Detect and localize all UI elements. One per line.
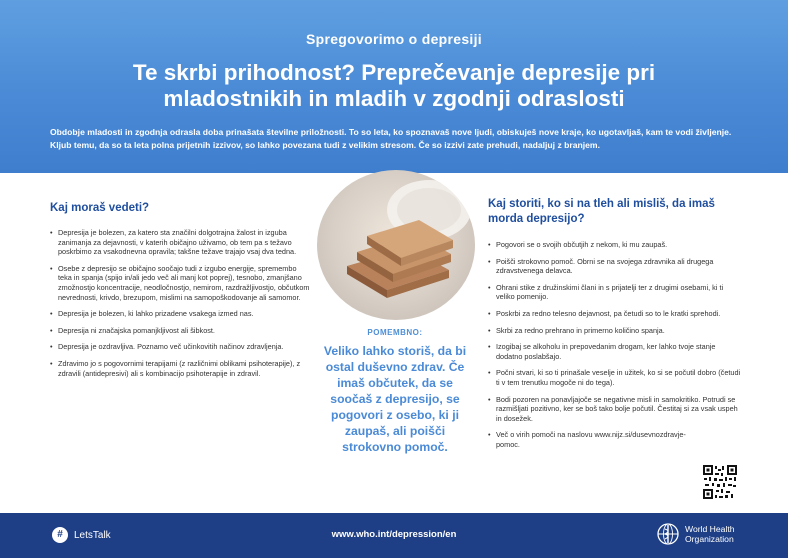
intro-text: Obdobje mladosti in zgodnja odrasla doba prinašata številne priložnosti. To so leta, ko spoznavaš nove ljudi, obiskuješ nove kraje, ko ugotavljaš, kam te vodi življenje. Kljub temu, da so ta leta polna prijetnih izzivov, so lahko povezana tudi z velikim stresom. Če so izzivi zate prehudi, nadaljuj z branjem.	[50, 127, 732, 150]
header-banner	[0, 0, 788, 173]
what-to-do-heading: Kaj storiti, ko si na tleh ali misliš, da imaš morda depresijo?	[488, 198, 715, 225]
books-photo	[317, 170, 475, 320]
list-item: • Depresija je bolezen, za katero sta značilni dolgotrajna žalost in izguba zanimanja za dejavnosti, v katerih običajno uživamo, ob tem pa s težavo poskrbimo za vsakodnevna opravila; takšne težave trajajo vsaj dva tedna.	[50, 228, 312, 257]
list-item: • Bodi pozoren na ponavljajoče se negativne misli in samokritiko. Potrudi se razmišljati pozitivno, ker se boš tako bolje počutil. Čestitaj si za vsak uspeh in dosežek.	[488, 395, 743, 424]
hashtag-icon: #	[52, 527, 68, 543]
list-item: • Počni stvari, ki so ti prinašale veselje in užitek, ko si se počutil dobro (četudi ti v tem trenutku mogoče ni do tega).	[488, 368, 743, 387]
title-line-2: mladostnikih in mladih v zgodnji odraslosti	[163, 86, 625, 111]
important-label: POMEMBNO:	[367, 328, 423, 337]
qr-code-icon	[703, 465, 737, 499]
list-item: • Depresija ni značajska pomanjkljivost ali šibkost.	[50, 326, 312, 336]
who-name	[685, 524, 735, 544]
what-to-do-section	[488, 197, 743, 457]
list-item: • Pogovori se o svojih občutjih z nekom, ki mu zaupaš.	[488, 240, 743, 250]
important-callout	[320, 328, 470, 455]
list-item: • Skrbi za redno prehrano in primerno količino spanja.	[488, 326, 743, 336]
list-item: • Zdravimo jo s pogovornimi terapijami (z različnimi oblikami psihoterapije), z zdravili (antidepresivi) ali s kombinacijo psihoterapije in zdravil.	[50, 359, 312, 378]
books-illustration	[317, 170, 475, 320]
who-url-link[interactable]: www.who.int/depression/en	[331, 529, 457, 540]
list-item: • Izogibaj se alkoholu in prepovedanim drogam, ker lahko tvoje stanje dodatno poslabšajo.	[488, 342, 743, 361]
who-emblem-icon	[656, 522, 680, 546]
lets-talk-label: LetsTalk	[74, 529, 111, 541]
page-title	[40, 60, 748, 112]
what-to-know-heading: Kaj moraš vedeti?	[50, 202, 150, 214]
who-name-line-2: Organization	[685, 534, 734, 544]
list-item: • Poišči strokovno pomoč. Obrni se na svojega zdravnika ali drugega zdravstvenega delavca.	[488, 257, 743, 276]
list-item: • Osebe z depresijo se običajno soočajo tudi z izgubo energije, spremembo teka in spanja (spijo in/ali jedo več ali manj kot poprej), tesnobo, zmanjšano zmožnostjo koncentracije, neodločnostjo, nemirom, razdražljivostjo, občutkom nevrednosti, krivdo, brezupom, mislimi na samopoškodovanje ali samomor.	[50, 264, 312, 302]
what-to-know-list	[50, 228, 312, 378]
footer-bar	[0, 513, 788, 558]
title-line-1: Te skrbi prihodnost? Preprečevanje depresije pri	[132, 60, 656, 85]
list-item: • Poskrbi za redno telesno dejavnost, pa četudi so to le kratki sprehodi.	[488, 309, 743, 319]
important-text: Veliko lahko storiš, da bi ostal duševno zdrav. Če imaš občutek, da se soočaš z depresijo, se pogovori z osebo, ki ji zaupaš, ali poišči strokovno pomoč.	[323, 344, 467, 454]
list-item: • Depresija je ozdravljiva. Poznamo več učinkovitih načinov zdravljenja.	[50, 342, 312, 352]
who-logo	[656, 522, 735, 546]
what-to-do-list	[488, 240, 743, 450]
who-name-line-1: World Health	[685, 524, 735, 534]
list-item: • Depresija je bolezen, ki lahko prizadene vsakega izmed nas.	[50, 309, 312, 319]
list-item: • Ohrani stike z družinskimi člani in s prijatelji ter z drugimi osebami, ki ti veliko pomenijo.	[488, 283, 743, 302]
campaign-kicker: Spregovorimo o depresiji	[305, 31, 482, 47]
what-to-know-section	[50, 201, 312, 385]
list-item: • Več o virih pomoči na naslovu www.nijz.si/dusevnozdravje-pomoc.	[488, 430, 743, 449]
